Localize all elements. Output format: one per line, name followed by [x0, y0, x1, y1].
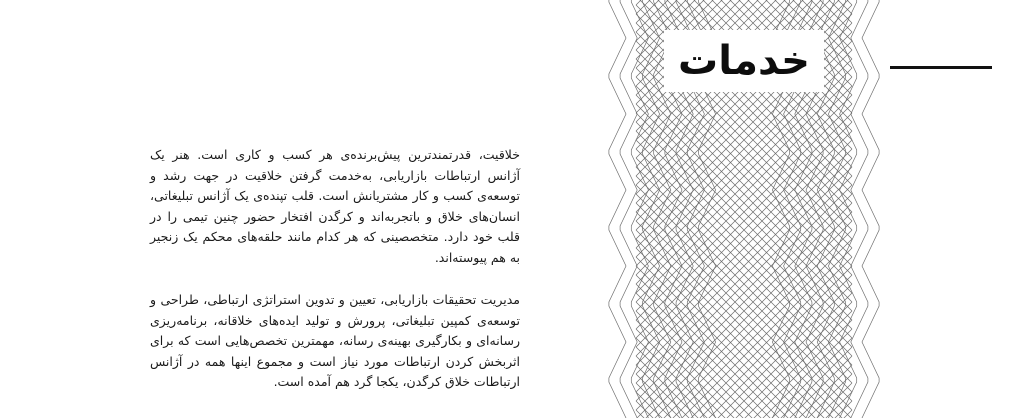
intro-paragraph: خلاقیت، قدرتمندترین پیش‌برنده‌ی هر کسب و کاری است. هنر یک آژانس ارتباطات بازاریابی، به‌خدمت گرفتن خلاقیت در جهت رشد و توسعه‌ی کسب و کار مشتریانش است. قلب تپنده‌ی یک آژانس تبلیغاتی، انسان‌های خلاق و باتجربه‌اند و کرگدن افتخار حضور چنین تیمی را در قلب خود دارد. متخصصینی که هر کدام مانند حلقه‌های محکم یک زنجیر به هم پیوسته‌اند. — [150, 147, 520, 265]
services-paragraph: مدیریت تحقیقات بازاریابی، تعیین و تدوین استراتژی ارتباطی، طراحی و توسعه‌ی کمپین تبلیغاتی، پرورش و تولید ایده‌های خلاقانه، برنامه‌ریزی رسانه‌ای و بکارگیری بهینه‌ی رسانه، مهمترین تخصص‌هایی است که برای اثربخش کردن ارتباطات مورد نیاز است و مجموع اینها همه در آژانس ارتباطات خلاق کرگدن، یکجا گرد هم آمده است. — [150, 292, 520, 389]
title-underline-rule — [890, 66, 992, 69]
page-title: خدمات — [664, 30, 824, 92]
body-text — [150, 145, 520, 393]
